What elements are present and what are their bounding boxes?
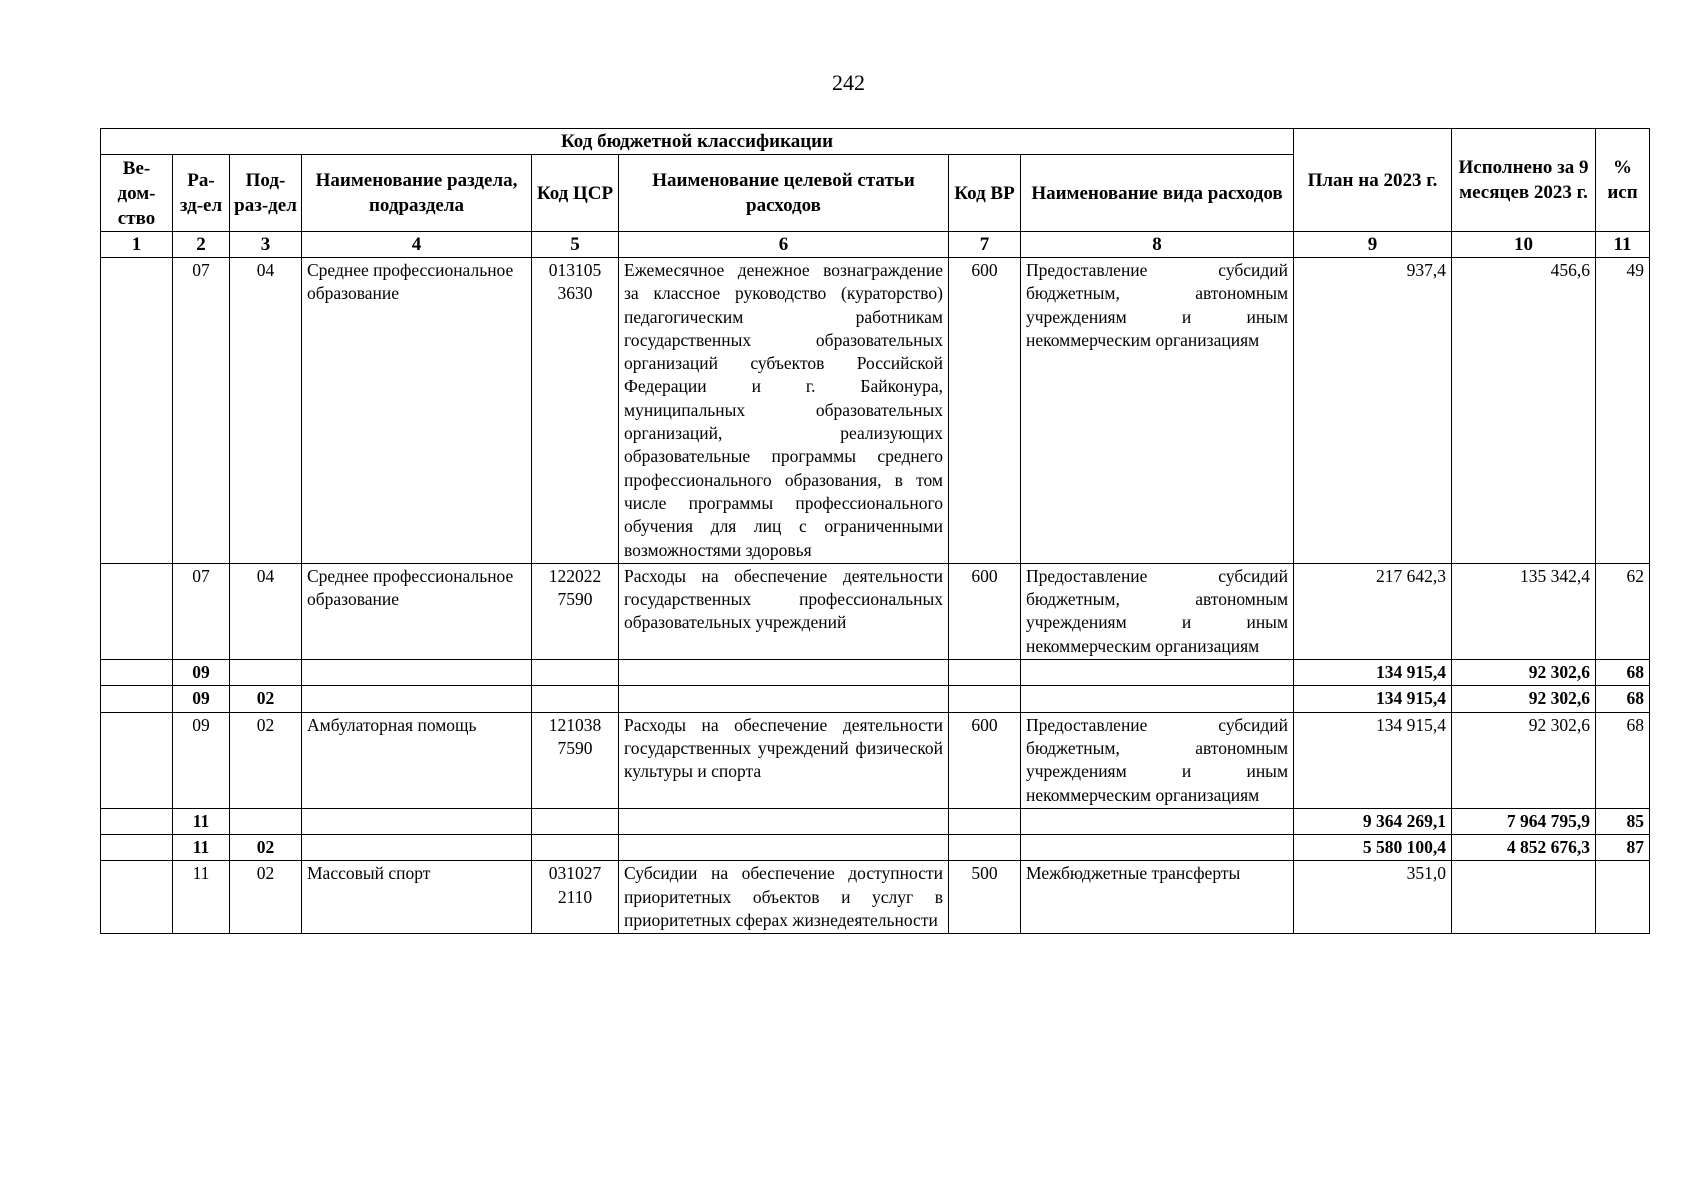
expense-type-name-cell	[1021, 660, 1294, 686]
vedomstvo-cell	[101, 686, 173, 712]
vedomstvo-cell	[101, 861, 173, 934]
vr-code-cell: 600	[949, 258, 1021, 564]
target-item-name-cell: Расходы на обеспечение деятельности государственных учреждений физической культуры и спорта	[619, 712, 949, 808]
podrazdel-cell	[230, 808, 302, 834]
plan-cell: 5 580 100,4	[1294, 835, 1452, 861]
razdel-cell: 07	[173, 563, 230, 659]
section-name-column-header: Наименование раздела, подраздела	[302, 155, 532, 232]
vedomstvo-cell	[101, 835, 173, 861]
percent-cell: 85	[1596, 808, 1650, 834]
podrazdel-cell: 04	[230, 563, 302, 659]
razdel-column-header: Ра-зд-ел	[173, 155, 230, 232]
razdel-cell: 09	[173, 686, 230, 712]
column-number: 6	[619, 232, 949, 258]
percent-cell: 68	[1596, 686, 1650, 712]
vr-code-cell: 500	[949, 861, 1021, 934]
executed-cell: 92 302,6	[1452, 660, 1596, 686]
target-item-name-cell	[619, 660, 949, 686]
percent-cell: 62	[1596, 563, 1650, 659]
csr-code-cell	[532, 686, 619, 712]
section-name-cell	[302, 808, 532, 834]
percent-cell: 68	[1596, 712, 1650, 808]
vr-code-cell	[949, 686, 1021, 712]
target-item-name-cell	[619, 835, 949, 861]
executed-cell: 135 342,4	[1452, 563, 1596, 659]
table-header	[101, 129, 1650, 258]
expense-type-name-cell	[1021, 686, 1294, 712]
column-number: 7	[949, 232, 1021, 258]
column-numbers-row	[101, 232, 1650, 258]
executed-cell: 7 964 795,9	[1452, 808, 1596, 834]
executed-column-header: Исполнено за 9 месяцев 2023 г.	[1452, 129, 1596, 232]
razdel-cell: 09	[173, 660, 230, 686]
vr-code-cell: 600	[949, 563, 1021, 659]
target-item-name-cell: Субсидии на обеспечение доступности приоритетных объектов и услуг в приоритетных сферах жизнедеятельности	[619, 861, 949, 934]
vedomstvo-column-header: Ве-дом-ство	[101, 155, 173, 232]
plan-cell: 9 364 269,1	[1294, 808, 1452, 834]
table-row	[101, 861, 1650, 934]
table-row	[101, 563, 1650, 659]
percent-cell	[1596, 861, 1650, 934]
vedomstvo-cell	[101, 258, 173, 564]
razdel-cell: 11	[173, 808, 230, 834]
section-name-cell	[302, 686, 532, 712]
total-row	[101, 686, 1650, 712]
table-row	[101, 258, 1650, 564]
plan-cell: 351,0	[1294, 861, 1452, 934]
podrazdel-cell: 04	[230, 258, 302, 564]
page-number: 242	[832, 70, 865, 95]
expense-type-name-cell: Межбюджетные трансферты	[1021, 861, 1294, 934]
razdel-cell: 09	[173, 712, 230, 808]
target-item-name-cell: Расходы на обеспечение деятельности государственных профессиональных образовательных учреждений	[619, 563, 949, 659]
plan-cell: 134 915,4	[1294, 660, 1452, 686]
percent-column-header: % исп	[1596, 129, 1650, 232]
total-row	[101, 835, 1650, 861]
csr-code-cell	[532, 660, 619, 686]
expense-type-name-cell	[1021, 835, 1294, 861]
podrazdel-cell: 02	[230, 686, 302, 712]
csr-code-column-header: Код ЦСР	[532, 155, 619, 232]
vedomstvo-cell	[101, 712, 173, 808]
executed-cell: 4 852 676,3	[1452, 835, 1596, 861]
vr-code-cell	[949, 808, 1021, 834]
section-name-cell	[302, 835, 532, 861]
vr-code-cell: 600	[949, 712, 1021, 808]
plan-cell: 937,4	[1294, 258, 1452, 564]
total-row	[101, 808, 1650, 834]
plan-column-header: План на 2023 г.	[1294, 129, 1452, 232]
column-number: 4	[302, 232, 532, 258]
expense-type-name-cell: Предоставление субсидий бюджетным, автономным учреждениям и иным некоммерческим организациям	[1021, 563, 1294, 659]
column-number: 5	[532, 232, 619, 258]
executed-cell: 92 302,6	[1452, 686, 1596, 712]
podrazdel-cell: 02	[230, 835, 302, 861]
percent-cell: 87	[1596, 835, 1650, 861]
budget-classification-group-header: Код бюджетной классификации	[101, 129, 1294, 155]
section-name-cell: Амбулаторная помощь	[302, 712, 532, 808]
column-number: 3	[230, 232, 302, 258]
expense-type-name-cell: Предоставление субсидий бюджетным, автономным учреждениям и иным некоммерческим организациям	[1021, 712, 1294, 808]
csr-code-cell: 013105 3630	[532, 258, 619, 564]
column-number: 9	[1294, 232, 1452, 258]
expense-type-name-cell	[1021, 808, 1294, 834]
column-number: 2	[173, 232, 230, 258]
expense-type-name-column-header: Наименование вида расходов	[1021, 155, 1294, 232]
percent-cell: 49	[1596, 258, 1650, 564]
section-name-cell: Среднее профессиональное образование	[302, 563, 532, 659]
section-name-cell	[302, 660, 532, 686]
target-item-name-cell	[619, 808, 949, 834]
vedomstvo-cell	[101, 660, 173, 686]
vr-code-cell	[949, 835, 1021, 861]
target-item-name-cell	[619, 686, 949, 712]
csr-code-cell: 121038 7590	[532, 712, 619, 808]
column-number: 8	[1021, 232, 1294, 258]
podrazdel-column-header: Под-раз-дел	[230, 155, 302, 232]
vedomstvo-cell	[101, 563, 173, 659]
column-number: 1	[101, 232, 173, 258]
razdel-cell: 07	[173, 258, 230, 564]
csr-code-cell	[532, 808, 619, 834]
column-number: 11	[1596, 232, 1650, 258]
executed-cell: 92 302,6	[1452, 712, 1596, 808]
executed-cell	[1452, 861, 1596, 934]
razdel-cell: 11	[173, 835, 230, 861]
podrazdel-cell: 02	[230, 712, 302, 808]
section-name-cell: Среднее профессиональное образование	[302, 258, 532, 564]
section-name-cell: Массовый спорт	[302, 861, 532, 934]
expense-type-name-cell: Предоставление субсидий бюджетным, автономным учреждениям и иным некоммерческим организациям	[1021, 258, 1294, 564]
razdel-cell: 11	[173, 861, 230, 934]
budget-table	[100, 128, 1650, 934]
executed-cell: 456,6	[1452, 258, 1596, 564]
vedomstvo-cell	[101, 808, 173, 834]
podrazdel-cell	[230, 660, 302, 686]
csr-code-cell: 122022 7590	[532, 563, 619, 659]
csr-code-cell: 031027 2110	[532, 861, 619, 934]
target-item-name-cell: Ежемесячное денежное вознаграждение за классное руководство (кураторство) педагогическим работникам государственных образовательных организаций субъектов Российской Федерации и г. Байконура, муниципальных образовательных организаций, реализующих образовательные программы среднего профессионального образования, в том числе программы профессионального обучения для лиц с ограниченными возможностями здоровья	[619, 258, 949, 564]
plan-cell: 134 915,4	[1294, 686, 1452, 712]
plan-cell: 134 915,4	[1294, 712, 1452, 808]
csr-code-cell	[532, 835, 619, 861]
percent-cell: 68	[1596, 660, 1650, 686]
vr-code-column-header: Код ВР	[949, 155, 1021, 232]
vr-code-cell	[949, 660, 1021, 686]
column-number: 10	[1452, 232, 1596, 258]
table-row	[101, 712, 1650, 808]
plan-cell: 217 642,3	[1294, 563, 1452, 659]
total-row	[101, 660, 1650, 686]
target-item-name-column-header: Наименование целевой статьи расходов	[619, 155, 949, 232]
podrazdel-cell: 02	[230, 861, 302, 934]
